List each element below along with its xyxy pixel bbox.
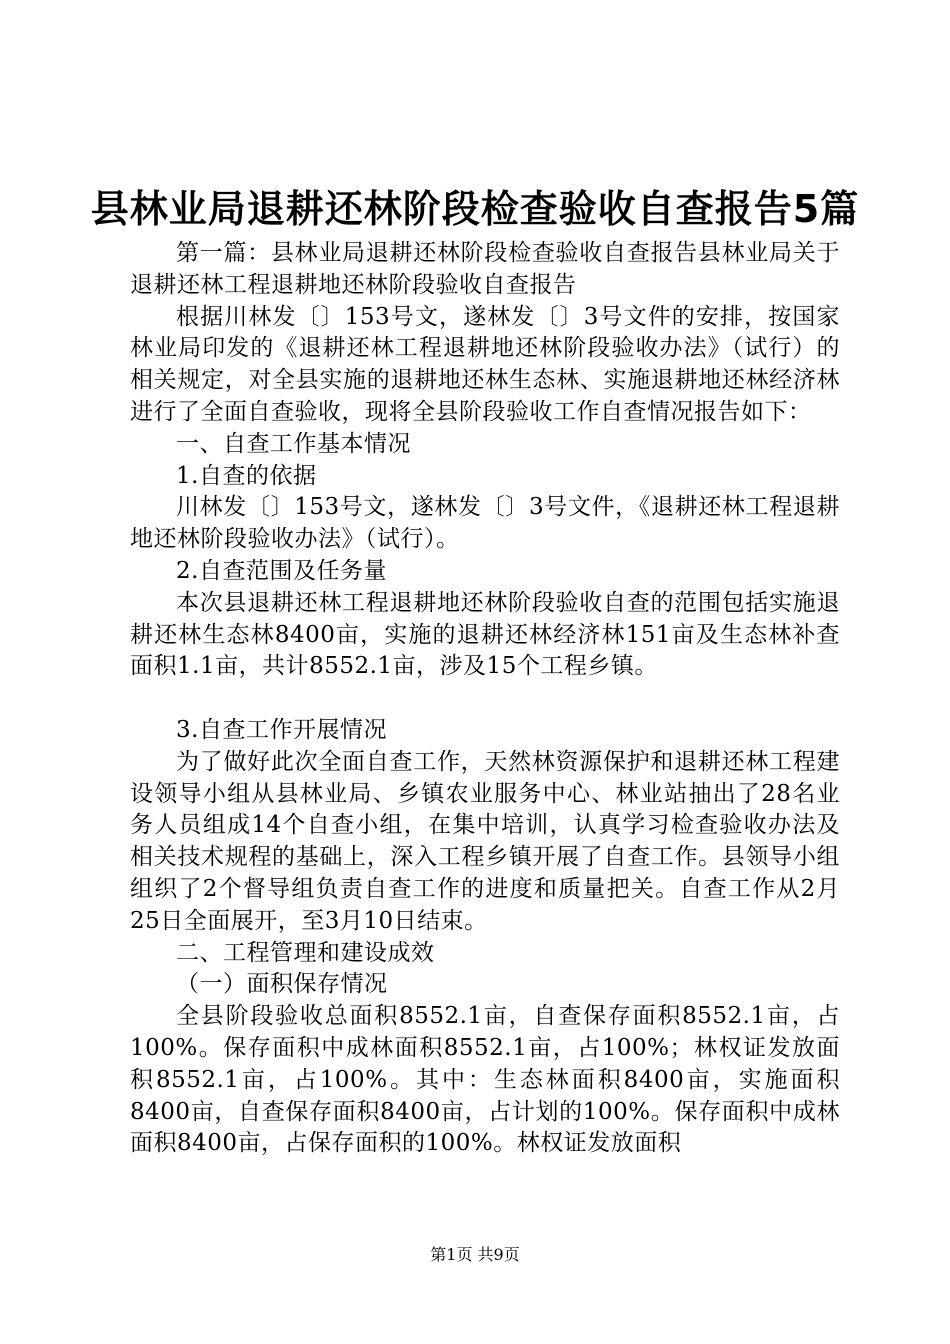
subsection-heading: （一）面积保存情况 (176, 971, 388, 998)
subsection-heading: 1.自查的依据 (176, 462, 317, 489)
section-heading: 一、自查工作基本情况 (176, 430, 411, 457)
paragraph: 根据川林发〔〕153号文，遂林发〔〕3号文件的安排，按国家林业局印发的《退耕还林工程退耕地还林阶段验收办法》（试行）的相关规定，对全县实施的退耕地还林生态林、实施退耕地还林经济林进行了全面自查验收，现将全县阶段验收工作自查情况报告如下： (130, 303, 840, 425)
page-number-footer: 第1页 共9页 (430, 1245, 520, 1264)
document-body (130, 238, 840, 1160)
paragraph-spacer (130, 683, 840, 715)
document-title: 县林业局退耕还林阶段检查验收自查报告5篇 (90, 187, 860, 231)
paragraph: 全县阶段验收总面积8552.1亩，自查保存面积8552.1亩，占100%。保存面积中成林面积8552.1亩，占100%；林权证发放面积8552.1亩，占100%。其中：生态林面积8400亩，实施面积8400亩，自查保存面积8400亩，占计划的100%。保存面积中成林面积8400亩，占保存面积的100%。林权证发放面积 (130, 1003, 840, 1157)
paragraph: 第一篇：县林业局退耕还林阶段检查验收自查报告县林业局关于退耕还林工程退耕地还林阶段验收自查报告 (130, 240, 840, 298)
paragraph: 本次县退耕还林工程退耕地还林阶段验收自查的范围包括实施退耕还林生态林8400亩，实施的退耕还林经济林151亩及生态林补查面积1.1亩，共计8552.1亩，涉及15个工程乡镇。 (130, 589, 840, 680)
paragraph: 为了做好此次全面自查工作，天然林资源保护和退耕还林工程建设领导小组从县林业局、乡镇农业服务中心、林业站抽出了28名业务人员组成14个自查小组，在集中培训，认真学习检查验收办法及相关技术规程的基础上，深入工程乡镇开展了自查工作。县领导小组组织了2个督导组负责自查工作的进度和质量把关。自查工作从2月25日全面展开，至3月10日结束。 (130, 748, 840, 934)
section-heading: 二、工程管理和建设成效 (176, 939, 435, 966)
subsection-heading: 3.自查工作开展情况 (176, 716, 387, 743)
paragraph: 川林发〔〕153号文，遂林发〔〕3号文件，《退耕还林工程退耕地还林阶段验收办法》（试行）。 (130, 494, 840, 553)
subsection-heading: 2.自查范围及任务量 (176, 557, 387, 584)
